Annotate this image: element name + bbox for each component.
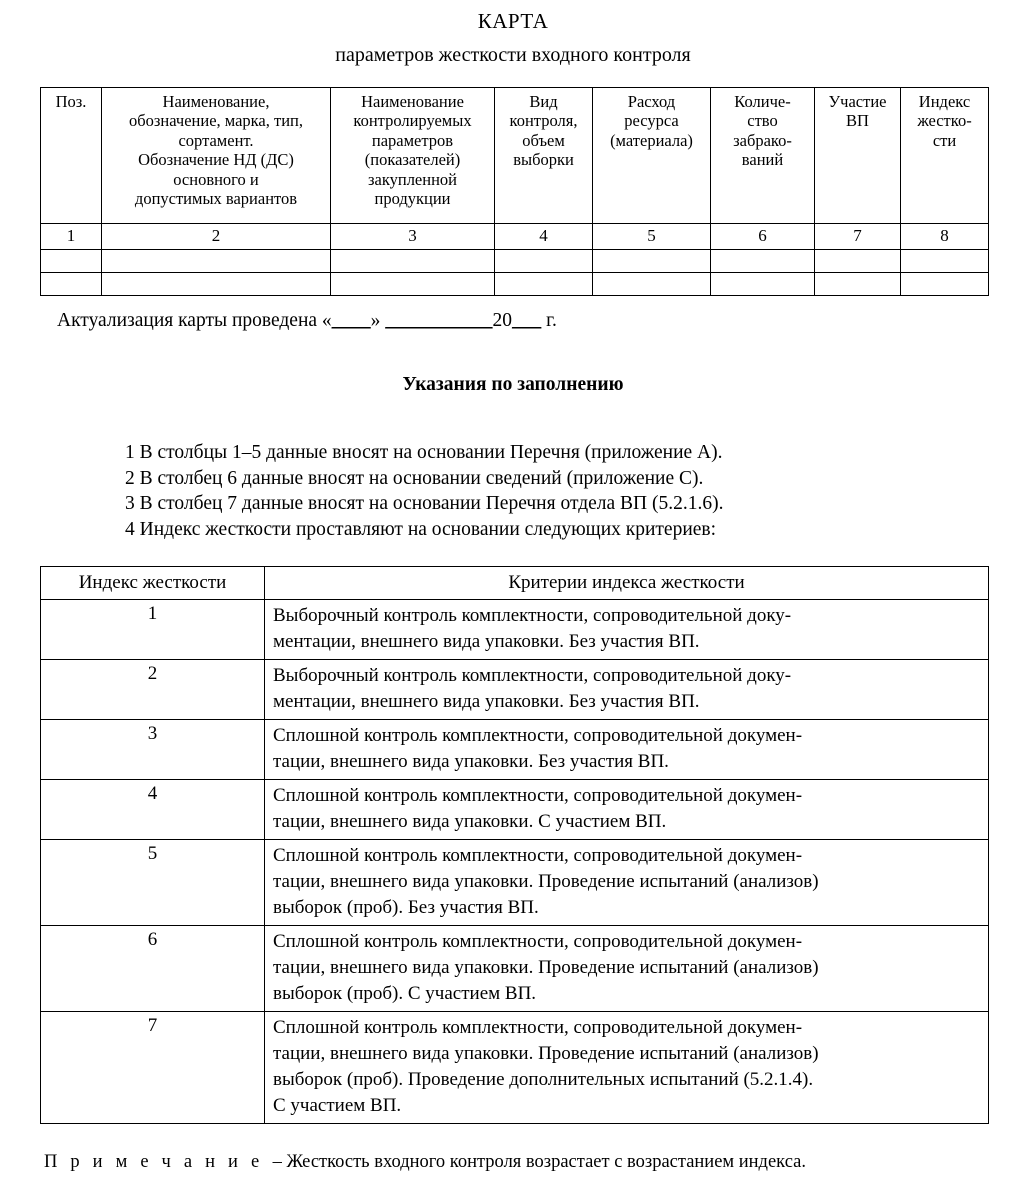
note-line <box>44 1152 806 1173</box>
header-line: основного и <box>173 169 259 189</box>
empty-cell[interactable] <box>901 250 989 273</box>
empty-cell[interactable] <box>593 250 711 273</box>
criteria-table-wrapper <box>40 566 988 1124</box>
criteria-line: тации, внешнего вида упаковки. Проведение испытаний (анализов) <box>273 871 819 892</box>
header-line: ВП <box>846 111 869 131</box>
criteria-index-cell: 2 <box>41 660 265 720</box>
empty-cell[interactable] <box>711 250 815 273</box>
instructions-heading: Указания по заполнению <box>402 374 624 395</box>
column-number-cell: 5 <box>593 224 711 250</box>
empty-cell[interactable] <box>102 273 331 296</box>
criteria-text-cell <box>265 720 989 780</box>
header-line: забрако- <box>733 130 792 150</box>
actualization-line <box>57 310 557 332</box>
table-row <box>41 780 989 840</box>
column-number-cell: 1 <box>41 224 102 250</box>
header-line: обозначение, марка, тип, <box>129 111 303 131</box>
column-header-controlled-params <box>331 88 495 224</box>
criteria-line: тации, внешнего вида упаковки. Без участия ВП. <box>273 751 669 772</box>
header-line: Расход <box>627 92 676 111</box>
criteria-line: выборок (проб). С участием ВП. <box>273 983 537 1004</box>
header-line: Количе- <box>734 92 791 111</box>
header-line: выборки <box>513 150 574 170</box>
actualization-year-blank[interactable]: ___ <box>512 310 542 331</box>
column-header-reject-count <box>711 88 815 224</box>
card-parameters-table-wrapper <box>40 87 988 296</box>
card-parameters-table <box>40 87 989 296</box>
list-item: 4 Индекс жесткости проставляют на основании следующих критериев: <box>125 518 717 540</box>
criteria-text-cell <box>265 926 989 1012</box>
column-header-hardness-index <box>901 88 989 224</box>
empty-cell[interactable] <box>41 273 102 296</box>
note-text: – Жесткость входного контроля возрастает с возрастанием индекса. <box>263 1152 806 1172</box>
table-row <box>41 720 989 780</box>
criteria-index-cell: 5 <box>41 840 265 926</box>
header-line: параметров <box>371 130 454 150</box>
empty-cell[interactable] <box>331 250 495 273</box>
criteria-index-cell: 7 <box>41 1012 265 1124</box>
empty-cell[interactable] <box>593 273 711 296</box>
criteria-table <box>40 566 989 1124</box>
criteria-line: Сплошной контроль комплектности, сопроводительной докумен- <box>273 785 803 806</box>
column-number-cell: 3 <box>331 224 495 250</box>
column-number-cell: 6 <box>711 224 815 250</box>
column-header-vp-participation <box>815 88 901 224</box>
column-number-cell: 2 <box>102 224 331 250</box>
criteria-index-cell: 3 <box>41 720 265 780</box>
column-header-poz <box>41 88 102 224</box>
criteria-line: тации, внешнего вида упаковки. С участием ВП. <box>273 811 667 832</box>
criteria-line: Сплошной контроль комплектности, сопроводительной докумен- <box>273 1017 803 1038</box>
page-title: КАРТА <box>477 9 549 33</box>
header-line: ресурса <box>624 111 679 131</box>
empty-cell[interactable] <box>331 273 495 296</box>
column-number-cell: 7 <box>815 224 901 250</box>
actualization-mid: » <box>370 310 386 331</box>
header-line: сти <box>932 130 957 150</box>
criteria-line: Выборочный контроль комплектности, сопроводительной доку- <box>273 605 792 626</box>
card-table-header-row <box>41 88 989 224</box>
table-row <box>41 600 989 660</box>
header-line: сортамент. <box>178 130 254 150</box>
actualization-suffix: г. <box>541 310 557 331</box>
column-number-cell: 8 <box>901 224 989 250</box>
empty-cell[interactable] <box>41 250 102 273</box>
header-line: объем <box>522 130 565 150</box>
column-header-resource-usage <box>593 88 711 224</box>
card-table-number-row <box>41 224 989 250</box>
list-item: 3 В столбец 7 данные вносят на основании Перечня отдела ВП (5.2.1.6). <box>125 493 724 514</box>
criteria-line: выборок (проб). Без участия ВП. <box>273 897 539 918</box>
actualization-month-blank[interactable]: ___________ <box>385 310 493 331</box>
criteria-text-cell <box>265 660 989 720</box>
header-line: Индекс <box>918 92 971 111</box>
column-number-cell: 4 <box>495 224 593 250</box>
header-line: Обозначение НД (ДС) <box>138 150 294 170</box>
empty-cell[interactable] <box>495 250 593 273</box>
header-line: закупленной <box>367 169 457 189</box>
note-label: П р и м е ч а н и е <box>44 1152 264 1172</box>
header-line: (показателей) <box>364 150 461 170</box>
header-line: жестко- <box>917 111 972 131</box>
actualization-year-prefix: 20 <box>492 310 513 331</box>
header-line: ство <box>747 111 778 131</box>
criteria-line: Сплошной контроль комплектности, сопроводительной докумен- <box>273 725 803 746</box>
criteria-index-cell: 6 <box>41 926 265 1012</box>
header-line: Вид <box>529 92 558 111</box>
column-header-index: Индекс жесткости <box>41 567 265 600</box>
list-item: 2 В столбец 6 данные вносят на основании сведений (приложение С). <box>125 467 704 489</box>
header-line: Участие <box>828 92 887 111</box>
empty-cell[interactable] <box>711 273 815 296</box>
table-row <box>41 1012 989 1124</box>
empty-cell[interactable] <box>901 273 989 296</box>
header-line: продукции <box>374 189 451 209</box>
header-line: контролируемых <box>353 111 472 131</box>
table-row <box>41 840 989 926</box>
criteria-text-cell <box>265 780 989 840</box>
page-subtitle: параметров жесткости входного контроля <box>335 44 691 66</box>
criteria-line: Сплошной контроль комплектности, сопроводительной докумен- <box>273 845 803 866</box>
empty-cell[interactable] <box>815 250 901 273</box>
criteria-text-cell <box>265 600 989 660</box>
empty-cell[interactable] <box>495 273 593 296</box>
criteria-text-cell <box>265 1012 989 1124</box>
criteria-line: С участием ВП. <box>273 1095 402 1116</box>
table-row[interactable] <box>41 273 989 296</box>
criteria-line: Выборочный контроль комплектности, сопроводительной доку- <box>273 665 792 686</box>
criteria-line: Сплошной контроль комплектности, сопроводительной докумен- <box>273 931 803 952</box>
instructions-list <box>125 440 724 542</box>
header-line: Наименование, <box>162 92 270 111</box>
criteria-line: тации, внешнего вида упаковки. Проведение испытаний (анализов) <box>273 1043 819 1064</box>
criteria-line: выборок (проб). Проведение дополнительных испытаний (5.2.1.4). <box>273 1069 814 1090</box>
actualization-day-blank[interactable]: ____ <box>331 310 371 331</box>
criteria-table-header-row <box>41 567 989 600</box>
header-line: Наименование <box>361 92 464 111</box>
empty-cell[interactable] <box>815 273 901 296</box>
table-row[interactable] <box>41 250 989 273</box>
criteria-line: тации, внешнего вида упаковки. Проведение испытаний (анализов) <box>273 957 819 978</box>
table-row <box>41 926 989 1012</box>
empty-cell[interactable] <box>102 250 331 273</box>
criteria-index-cell: 1 <box>41 600 265 660</box>
column-header-control-type <box>495 88 593 224</box>
criteria-line: ментации, внешнего вида упаковки. Без участия ВП. <box>273 631 700 652</box>
actualization-prefix: Актуализация карты проведена « <box>57 310 332 331</box>
criteria-line: ментации, внешнего вида упаковки. Без участия ВП. <box>273 691 700 712</box>
header-line: контроля, <box>509 111 578 131</box>
table-row <box>41 660 989 720</box>
list-item: 1 В столбцы 1–5 данные вносят на основании Перечня (приложение А). <box>125 442 723 463</box>
header-line: допустимых вариантов <box>134 189 298 209</box>
criteria-index-cell: 4 <box>41 780 265 840</box>
header-line: (материала) <box>610 130 693 150</box>
column-header-name-designation <box>102 88 331 224</box>
header-line: ваний <box>741 150 784 170</box>
header-line: Поз. <box>55 92 87 111</box>
column-header-criteria: Критерии индекса жесткости <box>265 567 989 600</box>
criteria-text-cell <box>265 840 989 926</box>
